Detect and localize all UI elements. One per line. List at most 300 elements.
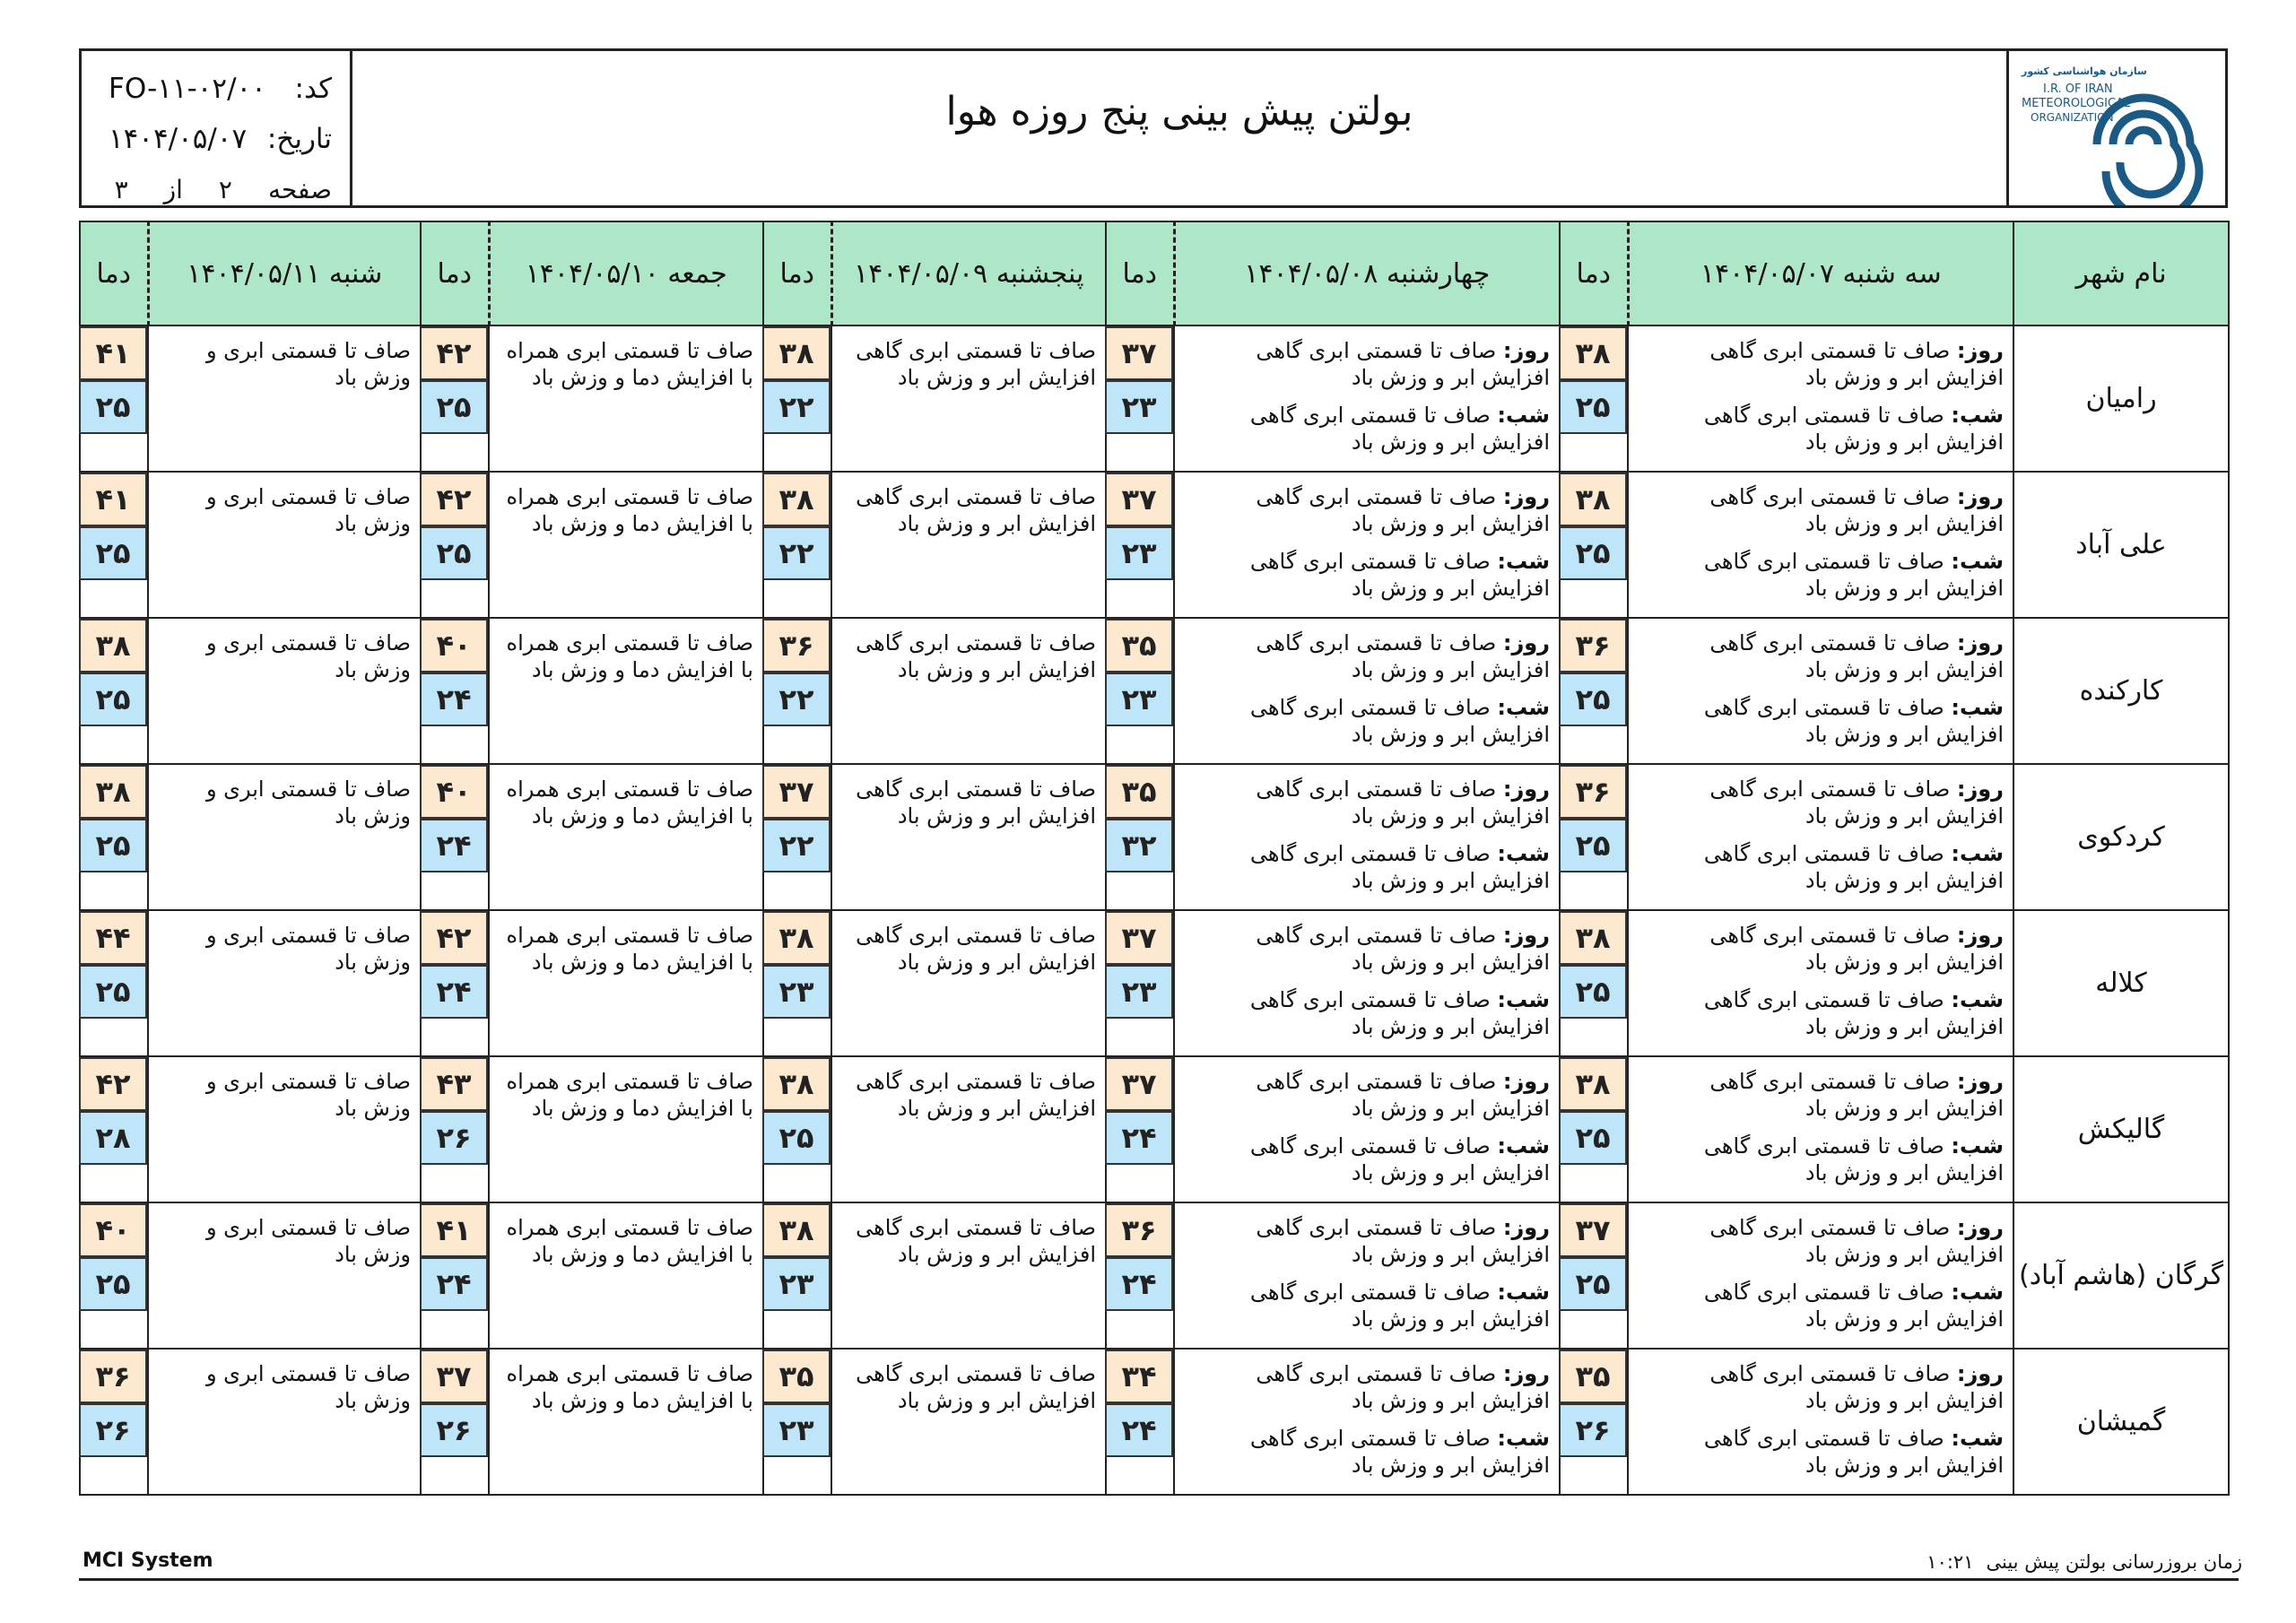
day-label: روز: xyxy=(1956,630,2004,655)
document-meta xyxy=(82,51,352,205)
day-forecast xyxy=(1638,1360,2004,1414)
condition-text: صاف تا قسمتی ابری گاهی افزایش ابر و وزش باد xyxy=(1703,1280,2004,1332)
temperature-cell xyxy=(80,325,148,472)
forecast-description xyxy=(489,472,763,618)
min-temperature: ۲۳ xyxy=(762,965,831,1019)
condition-text: صاف تا قسمتی ابری و وزش باد xyxy=(205,630,411,682)
min-temperature: ۲۳ xyxy=(1105,673,1173,726)
forecast-description xyxy=(1628,618,2013,764)
day-label: روز: xyxy=(1956,484,2004,509)
day-label: روز: xyxy=(1502,923,1550,948)
condition-text: صاف تا قسمتی ابری گاهی افزایش ابر و وزش باد xyxy=(856,923,1096,975)
day-label: روز: xyxy=(1502,1069,1550,1094)
temperature-cell xyxy=(763,1202,831,1349)
day-label: روز: xyxy=(1502,777,1550,802)
date-row xyxy=(109,114,332,164)
condition-text: صاف تا قسمتی ابری گاهی افزایش ابر و وزش باد xyxy=(1249,1426,1550,1478)
temperature-cell xyxy=(1560,325,1628,472)
max-temperature: ۴۱ xyxy=(420,1203,488,1257)
table-header-row xyxy=(80,221,2229,325)
condition-text: صاف تا قسمتی ابری و وزش باد xyxy=(205,484,411,536)
night-label: شب: xyxy=(1951,1280,2004,1305)
night-forecast xyxy=(1184,1279,1550,1332)
temperature-cell xyxy=(421,1349,489,1495)
condition-text: صاف تا قسمتی ابری گاهی افزایش ابر و وزش باد xyxy=(1703,1426,2004,1478)
condition-text: صاف تا قسمتی ابری همراه با افزایش دما و وزش باد xyxy=(506,338,753,390)
temperature-cell xyxy=(763,764,831,910)
condition-text: صاف تا قسمتی ابری همراه با افزایش دما و وزش باد xyxy=(506,630,753,682)
min-temperature: ۲۲ xyxy=(762,819,831,872)
day-forecast xyxy=(1638,922,2004,976)
temperature-cell xyxy=(763,1349,831,1495)
max-temperature: ۳۸ xyxy=(762,1057,831,1111)
forecast-description xyxy=(1628,1349,2013,1495)
night-label: شب: xyxy=(1497,841,1550,866)
min-temperature: ۲۴ xyxy=(420,819,488,872)
day-forecast xyxy=(1638,776,2004,829)
condition-text: صاف تا قسمتی ابری گاهی افزایش ابر و وزش باد xyxy=(1256,777,1550,829)
forecast-description xyxy=(148,472,421,618)
night-forecast xyxy=(1638,402,2004,456)
max-temperature: ۴۲ xyxy=(420,473,488,526)
forecast-description xyxy=(1174,910,1560,1056)
page-of: از xyxy=(163,174,183,204)
temperature-cell xyxy=(1106,325,1174,472)
day-column-header: سه شنبه ۱۴۰۴/۰۵/۰۷ xyxy=(1628,221,2013,325)
forecast-description xyxy=(831,764,1106,910)
condition-text: صاف تا قسمتی ابری گاهی افزایش ابر و وزش باد xyxy=(1703,695,2004,747)
condition-text: صاف تا قسمتی ابری همراه با افزایش دما و وزش باد xyxy=(506,1361,753,1413)
night-forecast xyxy=(1184,694,1550,748)
min-temperature: ۲۸ xyxy=(79,1111,147,1165)
min-temperature: ۲۲ xyxy=(762,380,831,434)
max-temperature: ۳۸ xyxy=(1559,473,1627,526)
meteorological-organization-logo-icon xyxy=(2009,51,2222,205)
condition-text: صاف تا قسمتی ابری گاهی افزایش ابر و وزش باد xyxy=(1709,1361,2004,1413)
condition-text: صاف تا قسمتی ابری گاهی افزایش ابر و وزش باد xyxy=(1256,338,1550,390)
temperature-cell xyxy=(1560,1056,1628,1202)
max-temperature: ۳۶ xyxy=(1105,1203,1173,1257)
condition-text: صاف تا قسمتی ابری گاهی افزایش ابر و وزش باد xyxy=(1256,484,1550,536)
code-label: کد: xyxy=(294,73,332,105)
temperature-cell xyxy=(1106,910,1174,1056)
min-temperature: ۲۵ xyxy=(1559,1257,1627,1311)
max-temperature: ۴۲ xyxy=(79,1057,147,1111)
forecast-description xyxy=(1174,764,1560,910)
night-label: شب: xyxy=(1951,1426,2004,1451)
day-forecast xyxy=(1638,483,2004,537)
forecast-description xyxy=(831,1056,1106,1202)
max-temperature: ۳۵ xyxy=(762,1350,831,1403)
condition-text: صاف تا قسمتی ابری گاهی افزایش ابر و وزش باد xyxy=(1709,630,2004,682)
night-forecast xyxy=(1638,840,2004,894)
day-label: روز: xyxy=(1502,630,1550,655)
temperature-cell xyxy=(80,1056,148,1202)
day-label: روز: xyxy=(1956,1069,2004,1094)
max-temperature: ۳۸ xyxy=(762,1203,831,1257)
condition-text: صاف تا قسمتی ابری گاهی افزایش ابر و وزش باد xyxy=(1249,695,1550,747)
max-temperature: ۳۶ xyxy=(79,1350,147,1403)
night-forecast xyxy=(1184,840,1550,894)
day-forecast xyxy=(1184,1360,1550,1414)
day-column-header: پنجشنبه ۱۴۰۴/۰۵/۰۹ xyxy=(831,221,1106,325)
forecast-description xyxy=(831,910,1106,1056)
min-temperature: ۲۵ xyxy=(1559,965,1627,1019)
temp-column-header: دما xyxy=(1560,221,1628,325)
forecast-description xyxy=(1628,764,2013,910)
temperature-cell xyxy=(80,910,148,1056)
temperature-cell xyxy=(80,764,148,910)
night-label: شب: xyxy=(1951,841,2004,866)
night-label: شب: xyxy=(1497,1426,1550,1451)
night-forecast xyxy=(1184,548,1550,602)
temperature-cell xyxy=(1106,1202,1174,1349)
temperature-cell xyxy=(80,1349,148,1495)
city-column-header: نام شهر xyxy=(2013,221,2229,325)
night-label: شب: xyxy=(1951,403,2004,428)
min-temperature: ۲۶ xyxy=(420,1403,488,1457)
day-forecast xyxy=(1184,922,1550,976)
night-forecast xyxy=(1638,548,2004,602)
table-row xyxy=(80,1349,2229,1495)
forecast-description xyxy=(148,910,421,1056)
code-row xyxy=(109,64,332,114)
condition-text: صاف تا قسمتی ابری گاهی افزایش ابر و وزش باد xyxy=(1256,630,1550,682)
night-forecast xyxy=(1184,1133,1550,1186)
table-row xyxy=(80,325,2229,472)
min-temperature: ۲۴ xyxy=(1105,1257,1173,1311)
temp-column-header: دما xyxy=(763,221,831,325)
temperature-cell xyxy=(1106,1056,1174,1202)
min-temperature: ۲۳ xyxy=(1105,965,1173,1019)
night-forecast xyxy=(1184,1425,1550,1479)
update-time xyxy=(1926,1551,2242,1573)
max-temperature: ۴۰ xyxy=(420,619,488,673)
city-name: رامیان xyxy=(2013,325,2229,472)
condition-text: صاف تا قسمتی ابری گاهی افزایش ابر و وزش باد xyxy=(1249,1280,1550,1332)
condition-text: صاف تا قسمتی ابری همراه با افزایش دما و وزش باد xyxy=(506,923,753,975)
forecast-description xyxy=(831,618,1106,764)
update-time-label: زمان بروزرسانی بولتن پیش بینی xyxy=(1986,1551,2242,1573)
day-label: روز: xyxy=(1956,338,2004,363)
condition-text: صاف تا قسمتی ابری و وزش باد xyxy=(205,1215,411,1267)
max-temperature: ۳۷ xyxy=(1105,473,1173,526)
min-temperature: ۲۵ xyxy=(1559,819,1627,872)
min-temperature: ۲۴ xyxy=(420,965,488,1019)
temperature-cell xyxy=(421,910,489,1056)
min-temperature: ۲۴ xyxy=(1105,1111,1173,1165)
condition-text: صاف تا قسمتی ابری گاهی افزایش ابر و وزش باد xyxy=(1249,403,1550,455)
forecast-description xyxy=(1174,1056,1560,1202)
temperature-cell xyxy=(1106,1349,1174,1495)
max-temperature: ۳۸ xyxy=(1559,326,1627,380)
night-label: شب: xyxy=(1497,695,1550,720)
min-temperature: ۲۴ xyxy=(420,1257,488,1311)
city-name: کردکوی xyxy=(2013,764,2229,910)
min-temperature: ۲۳ xyxy=(1105,526,1173,580)
night-forecast xyxy=(1638,1133,2004,1186)
night-label: شب: xyxy=(1497,987,1550,1012)
min-temperature: ۲۵ xyxy=(79,673,147,726)
forecast-description xyxy=(148,618,421,764)
city-name: کارکنده xyxy=(2013,618,2229,764)
condition-text: صاف تا قسمتی ابری گاهی افزایش ابر و وزش باد xyxy=(1709,923,2004,975)
day-label: روز: xyxy=(1502,338,1550,363)
max-temperature: ۴۴ xyxy=(79,911,147,965)
condition-text: صاف تا قسمتی ابری گاهی افزایش ابر و وزش باد xyxy=(856,777,1096,829)
condition-text: صاف تا قسمتی ابری گاهی افزایش ابر و وزش باد xyxy=(1249,1133,1550,1185)
min-temperature: ۲۵ xyxy=(79,965,147,1019)
update-time-value: ۱۰:۲۱ xyxy=(1926,1551,1974,1573)
night-forecast xyxy=(1184,986,1550,1040)
table-row xyxy=(80,764,2229,910)
min-temperature: ۲۵ xyxy=(1559,673,1627,726)
page-total: ۳ xyxy=(114,174,128,204)
max-temperature: ۳۸ xyxy=(79,619,147,673)
max-temperature: ۴۲ xyxy=(420,326,488,380)
table-row xyxy=(80,1202,2229,1349)
night-forecast xyxy=(1638,1425,2004,1479)
page-number: ۲ xyxy=(218,174,232,204)
day-forecast xyxy=(1638,337,2004,391)
max-temperature: ۴۱ xyxy=(79,473,147,526)
night-forecast xyxy=(1638,694,2004,748)
condition-text: صاف تا قسمتی ابری گاهی افزایش ابر و وزش باد xyxy=(1709,1215,2004,1267)
forecast-description xyxy=(1174,618,1560,764)
max-temperature: ۳۸ xyxy=(762,911,831,965)
day-label: روز: xyxy=(1502,1361,1550,1386)
bulletin-header xyxy=(79,48,2228,208)
forecast-description xyxy=(1174,472,1560,618)
night-label: شب: xyxy=(1951,987,2004,1012)
condition-text: صاف تا قسمتی ابری گاهی افزایش ابر و وزش باد xyxy=(1256,923,1550,975)
min-temperature: ۲۵ xyxy=(1559,526,1627,580)
max-temperature: ۳۸ xyxy=(762,326,831,380)
day-column-header: چهارشنبه ۱۴۰۴/۰۵/۰۸ xyxy=(1174,221,1560,325)
min-temperature: ۲۵ xyxy=(1559,1111,1627,1165)
system-label: MCI System xyxy=(83,1549,213,1572)
max-temperature: ۳۷ xyxy=(1105,911,1173,965)
max-temperature: ۳۶ xyxy=(1559,619,1627,673)
city-name: گرگان (هاشم آباد) xyxy=(2013,1202,2229,1349)
max-temperature: ۴۱ xyxy=(79,326,147,380)
night-label: شب: xyxy=(1497,1280,1550,1305)
max-temperature: ۴۰ xyxy=(420,765,488,819)
condition-text: صاف تا قسمتی ابری گاهی افزایش ابر و وزش باد xyxy=(1709,484,2004,536)
max-temperature: ۳۷ xyxy=(1559,1203,1627,1257)
temperature-cell xyxy=(1560,910,1628,1056)
temperature-cell xyxy=(1560,472,1628,618)
min-temperature: ۲۶ xyxy=(420,1111,488,1165)
min-temperature: ۲۵ xyxy=(79,380,147,434)
forecast-description xyxy=(1174,1202,1560,1349)
condition-text: صاف تا قسمتی ابری گاهی افزایش ابر و وزش باد xyxy=(1256,1215,1550,1267)
condition-text: صاف تا قسمتی ابری و وزش باد xyxy=(205,923,411,975)
table-row xyxy=(80,472,2229,618)
max-temperature: ۳۵ xyxy=(1105,619,1173,673)
forecast-description xyxy=(1628,472,2013,618)
condition-text: صاف تا قسمتی ابری گاهی افزایش ابر و وزش باد xyxy=(1703,1133,2004,1185)
code-value: FO-۱۱-۰۲/۰۰ xyxy=(109,73,266,105)
temperature-cell xyxy=(1106,764,1174,910)
day-forecast xyxy=(1638,629,2004,683)
min-temperature: ۲۲ xyxy=(762,673,831,726)
forecast-description xyxy=(1628,1056,2013,1202)
condition-text: صاف تا قسمتی ابری گاهی افزایش ابر و وزش باد xyxy=(1249,841,1550,893)
date-value: ۱۴۰۴/۰۵/۰۷ xyxy=(109,123,248,155)
organization-logo xyxy=(2006,51,2225,205)
condition-text: صاف تا قسمتی ابری گاهی افزایش ابر و وزش باد xyxy=(1703,549,2004,601)
forecast-description xyxy=(148,1056,421,1202)
temperature-cell xyxy=(1560,764,1628,910)
min-temperature: ۲۶ xyxy=(79,1403,147,1457)
day-column-header: شنبه ۱۴۰۴/۰۵/۱۱ xyxy=(148,221,421,325)
forecast-description xyxy=(489,1202,763,1349)
day-forecast xyxy=(1184,337,1550,391)
day-forecast xyxy=(1184,776,1550,829)
night-label: شب: xyxy=(1951,695,2004,720)
condition-text: صاف تا قسمتی ابری گاهی افزایش ابر و وزش باد xyxy=(1256,1069,1550,1121)
temperature-cell xyxy=(763,325,831,472)
max-temperature: ۳۸ xyxy=(79,765,147,819)
forecast-description xyxy=(1628,1202,2013,1349)
temperature-cell xyxy=(421,764,489,910)
min-temperature: ۲۶ xyxy=(1559,1403,1627,1457)
forecast-description xyxy=(1628,325,2013,472)
min-temperature: ۲۵ xyxy=(420,380,488,434)
city-name: گالیکش xyxy=(2013,1056,2229,1202)
day-forecast xyxy=(1638,1068,2004,1122)
temperature-cell xyxy=(763,1056,831,1202)
max-temperature: ۳۵ xyxy=(1559,1350,1627,1403)
temperature-cell xyxy=(421,1202,489,1349)
temperature-cell xyxy=(421,472,489,618)
min-temperature: ۲۵ xyxy=(79,819,147,872)
page-title: بولتن پیش بینی پنج روزه هوا xyxy=(945,89,1413,135)
forecast-description xyxy=(489,325,763,472)
temperature-cell xyxy=(1560,1349,1628,1495)
min-temperature: ۲۵ xyxy=(1559,380,1627,434)
forecast-description xyxy=(148,764,421,910)
condition-text: صاف تا قسمتی ابری گاهی افزایش ابر و وزش باد xyxy=(1709,777,2004,829)
min-temperature: ۲۳ xyxy=(1105,380,1173,434)
night-forecast xyxy=(1184,402,1550,456)
min-temperature: ۲۲ xyxy=(762,526,831,580)
day-forecast xyxy=(1184,629,1550,683)
condition-text: صاف تا قسمتی ابری گاهی افزایش ابر و وزش باد xyxy=(856,630,1096,682)
min-temperature: ۲۴ xyxy=(420,673,488,726)
condition-text: صاف تا قسمتی ابری گاهی افزایش ابر و وزش باد xyxy=(856,1069,1096,1121)
temperature-cell xyxy=(80,472,148,618)
temperature-cell xyxy=(421,618,489,764)
min-temperature: ۲۴ xyxy=(1105,1403,1173,1457)
condition-text: صاف تا قسمتی ابری همراه با افزایش دما و وزش باد xyxy=(506,1069,753,1121)
night-forecast xyxy=(1638,986,2004,1040)
condition-text: صاف تا قسمتی ابری گاهی افزایش ابر و وزش باد xyxy=(1256,1361,1550,1413)
max-temperature: ۴۰ xyxy=(79,1203,147,1257)
temperature-cell xyxy=(763,910,831,1056)
day-label: روز: xyxy=(1956,1361,2004,1386)
max-temperature: ۴۲ xyxy=(420,911,488,965)
max-temperature: ۳۸ xyxy=(1559,1057,1627,1111)
logo-line-4: ORGANIZATION xyxy=(2031,111,2114,124)
city-name: علی آباد xyxy=(2013,472,2229,618)
max-temperature: ۳۷ xyxy=(1105,1057,1173,1111)
condition-text: صاف تا قسمتی ابری و وزش باد xyxy=(205,1361,411,1413)
table-row xyxy=(80,1056,2229,1202)
night-label: شب: xyxy=(1497,549,1550,574)
temp-column-header: دما xyxy=(1106,221,1174,325)
max-temperature: ۳۷ xyxy=(420,1350,488,1403)
max-temperature: ۳۴ xyxy=(1105,1350,1173,1403)
min-temperature: ۲۵ xyxy=(79,526,147,580)
footer-divider xyxy=(79,1578,2239,1581)
min-temperature: ۲۵ xyxy=(762,1111,831,1165)
forecast-description xyxy=(831,1349,1106,1495)
temperature-cell xyxy=(421,1056,489,1202)
day-label: روز: xyxy=(1956,777,2004,802)
max-temperature: ۳۷ xyxy=(1105,326,1173,380)
table-row xyxy=(80,618,2229,764)
day-label: روز: xyxy=(1956,1215,2004,1240)
max-temperature: ۳۸ xyxy=(1559,911,1627,965)
condition-text: صاف تا قسمتی ابری همراه با افزایش دما و وزش باد xyxy=(506,484,753,536)
forecast-description xyxy=(148,325,421,472)
condition-text: صاف تا قسمتی ابری گاهی افزایش ابر و وزش باد xyxy=(1703,841,2004,893)
forecast-table xyxy=(79,221,2230,1496)
temperature-cell xyxy=(421,325,489,472)
forecast-description xyxy=(148,1349,421,1495)
condition-text: صاف تا قسمتی ابری گاهی افزایش ابر و وزش باد xyxy=(856,338,1096,390)
condition-text: صاف تا قسمتی ابری گاهی افزایش ابر و وزش باد xyxy=(1703,403,2004,455)
temperature-cell xyxy=(80,618,148,764)
condition-text: صاف تا قسمتی ابری و وزش باد xyxy=(205,777,411,829)
forecast-description xyxy=(489,764,763,910)
forecast-description xyxy=(489,618,763,764)
day-label: روز: xyxy=(1502,1215,1550,1240)
temperature-cell xyxy=(1106,472,1174,618)
forecast-description xyxy=(831,472,1106,618)
condition-text: صاف تا قسمتی ابری گاهی افزایش ابر و وزش باد xyxy=(856,484,1096,536)
forecast-description xyxy=(489,1349,763,1495)
night-label: شب: xyxy=(1951,549,2004,574)
condition-text: صاف تا قسمتی ابری گاهی افزایش ابر و وزش باد xyxy=(1249,549,1550,601)
condition-text: صاف تا قسمتی ابری و وزش باد xyxy=(205,338,411,390)
night-label: شب: xyxy=(1497,1133,1550,1159)
condition-text: صاف تا قسمتی ابری گاهی افزایش ابر و وزش باد xyxy=(1709,1069,2004,1121)
min-temperature: ۳۲ xyxy=(1105,819,1173,872)
page-label: صفحه xyxy=(267,174,332,204)
forecast-description xyxy=(1174,1349,1560,1495)
page-row xyxy=(109,164,332,214)
temp-column-header: دما xyxy=(421,221,489,325)
temperature-cell xyxy=(80,1202,148,1349)
night-label: شب: xyxy=(1951,1133,2004,1159)
forecast-description xyxy=(831,325,1106,472)
temperature-cell xyxy=(763,618,831,764)
max-temperature: ۳۶ xyxy=(762,619,831,673)
min-temperature: ۲۳ xyxy=(762,1403,831,1457)
forecast-description xyxy=(1628,910,2013,1056)
condition-text: صاف تا قسمتی ابری گاهی افزایش ابر و وزش باد xyxy=(856,1215,1096,1267)
night-label: شب: xyxy=(1497,403,1550,428)
max-temperature: ۳۶ xyxy=(1559,765,1627,819)
city-name: کلاله xyxy=(2013,910,2229,1056)
min-temperature: ۲۳ xyxy=(762,1257,831,1311)
date-label: تاریخ: xyxy=(266,123,332,155)
max-temperature: ۳۵ xyxy=(1105,765,1173,819)
temperature-cell xyxy=(763,472,831,618)
